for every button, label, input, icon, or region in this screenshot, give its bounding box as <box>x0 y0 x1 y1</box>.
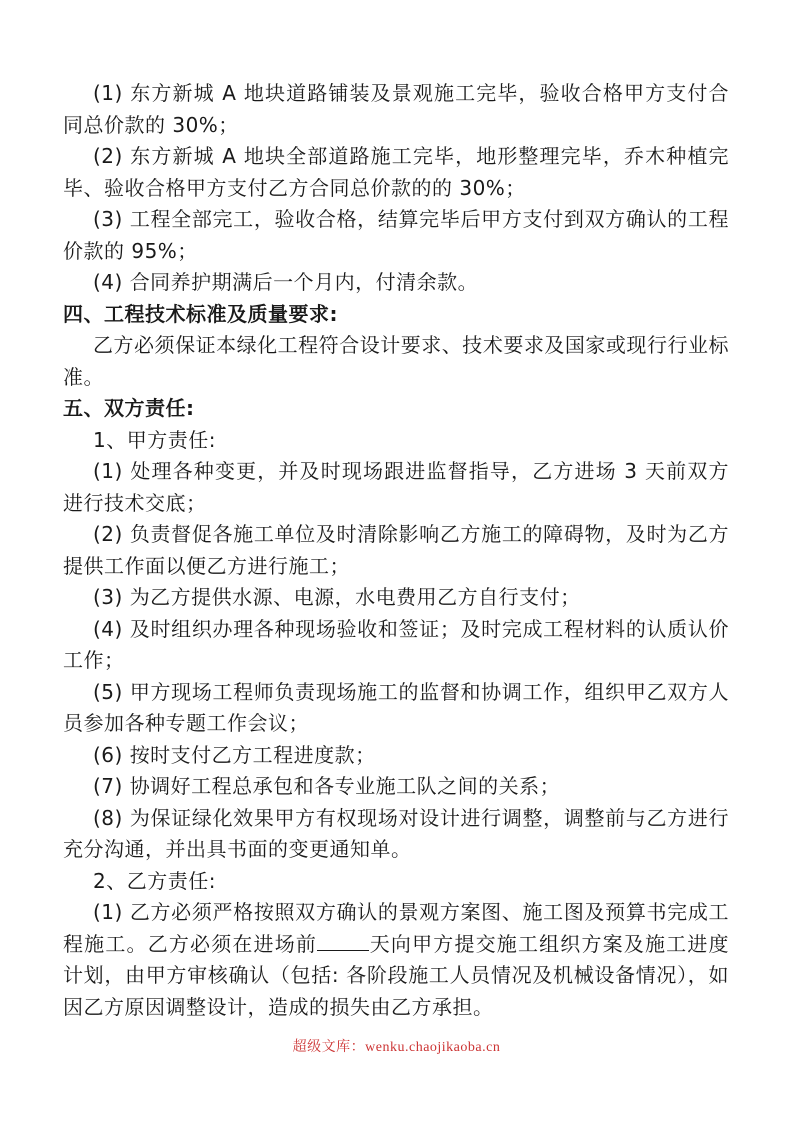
clause-payment-2: (2) 东方新城 A 地块全部道路施工完毕，地形整理完毕，乔木种植完毕、验收合格甲方支付乙方合同总价款的的 30%； <box>63 144 729 200</box>
para-party-b-title: 2、乙方责任: <box>93 868 216 893</box>
clause-party-a-3: (3) 为乙方提供水源、电源，水电费用乙方自行支付； <box>93 585 581 609</box>
document-body <box>63 78 729 1023</box>
clause-party-a-6: (6) 按时支付乙方工程进度款； <box>93 742 376 767</box>
watermark-footer: 超级文库：wenku.chaojikaoba.cn <box>292 1040 501 1055</box>
clause-payment-4: (4) 合同养护期满后一个月内，付清余款。 <box>93 270 479 294</box>
heading-section-4: 四、工程技术标准及质量要求: <box>63 301 338 326</box>
clause-party-a-2: (2) 负责督促各施工单位及时清除影响乙方施工的障碍物，及时为乙方提供工作面以便乙方进行施工； <box>63 522 729 578</box>
clause-payment-1: (1) 东方新城 A 地块道路铺装及景观施工完毕，验收合格甲方支付合同总价款的 30%； <box>63 81 729 137</box>
clause-party-b-1-before-blank: (1) 乙方必须严格按照双方确认的景观方案图、施工图及预算书完成工程施工。乙方必须在进场前 <box>63 900 729 956</box>
clause-payment-3: (3) 工程全部完工，验收合格，结算完毕后甲方支付到双方确认的工程价款的 95%； <box>63 207 729 263</box>
clause-party-b-1 <box>63 897 729 1023</box>
para-party-a-title: 1、甲方责任: <box>93 427 216 452</box>
fill-in-blank <box>317 932 369 951</box>
para-quality-standard: 乙方必须保证本绿化工程符合设计要求、技术要求及国家或现行行业标准。 <box>63 333 729 389</box>
heading-section-5: 五、双方责任: <box>63 396 195 420</box>
clause-party-a-1: (1) 处理各种变更，并及时现场跟进监督指导，乙方进场 3 天前双方进行技术交底； <box>63 459 729 515</box>
clause-party-a-8: (8) 为保证绿化效果甲方有权现场对设计进行调整，调整前与乙方进行充分沟通，并出具书面的变更通知单。 <box>63 805 729 861</box>
clause-party-a-5: (5) 甲方现场工程师负责现场施工的监督和协调工作，组织甲乙双方人员参加各种专题工作会议； <box>63 679 729 735</box>
clause-party-a-4: (4) 及时组织办理各种现场验收和签证；及时完成工程材料的认质认价工作； <box>63 616 729 672</box>
clause-party-a-7: (7) 协调好工程总承包和各专业施工队之间的关系； <box>93 774 561 798</box>
clause-party-b-1-after-blank: 天向甲方提交施工组织方案及施工进度计划，由甲方审核确认（包括: 各阶段施工人员情况及机械设备情况），如因乙方原因调整设计，造成的损失由乙方承担。 <box>63 931 730 1019</box>
